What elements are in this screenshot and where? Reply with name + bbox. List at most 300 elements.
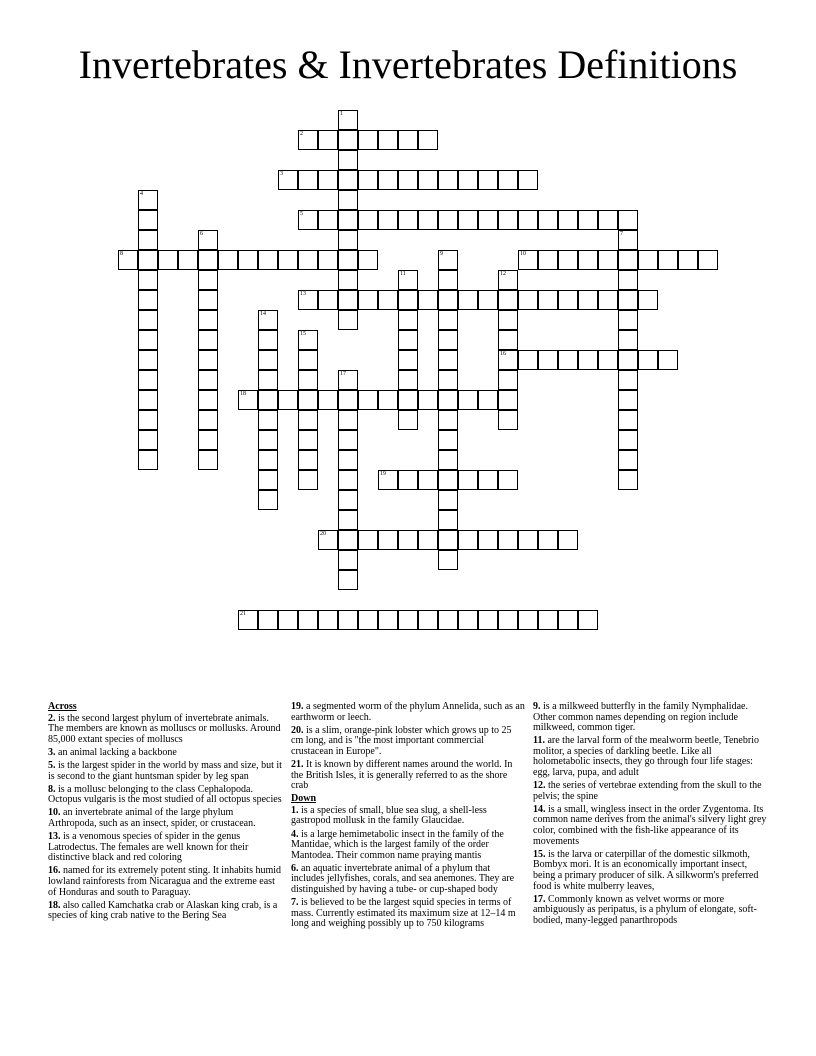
cell-number: 20: [320, 531, 326, 537]
grid-cell[interactable]: [518, 290, 538, 310]
down-clue: [291, 806, 525, 827]
grid-cell[interactable]: [298, 390, 318, 410]
grid-cell[interactable]: [298, 610, 318, 630]
grid-cell[interactable]: [498, 170, 518, 190]
grid-cell[interactable]: [398, 370, 418, 390]
grid-cell[interactable]: [438, 290, 458, 310]
grid-cell[interactable]: [398, 290, 418, 310]
clue-number: 7.: [291, 897, 299, 909]
grid-cell[interactable]: [138, 330, 158, 350]
grid-cell[interactable]: [298, 430, 318, 450]
grid-cell[interactable]: [698, 250, 718, 270]
grid-cell[interactable]: [458, 530, 478, 550]
grid-cell[interactable]: [478, 530, 498, 550]
grid-cell[interactable]: [518, 210, 538, 230]
down-heading: Down: [291, 793, 317, 805]
grid-cell[interactable]: [538, 290, 558, 310]
grid-cell[interactable]: [458, 170, 478, 190]
grid-cell[interactable]: [478, 610, 498, 630]
cell-number: 19: [380, 471, 386, 477]
grid-cell[interactable]: [438, 170, 458, 190]
grid-cell[interactable]: [638, 250, 658, 270]
grid-cell[interactable]: [558, 250, 578, 270]
grid-cell[interactable]: [378, 610, 398, 630]
grid-cell[interactable]: [458, 390, 478, 410]
grid-cell[interactable]: [338, 410, 358, 430]
grid-cell[interactable]: [578, 290, 598, 310]
grid-cell[interactable]: [118, 250, 138, 270]
grid-cell[interactable]: [238, 610, 258, 630]
grid-cell[interactable]: [398, 470, 418, 490]
clue-column-1: [48, 702, 282, 924]
grid-cell[interactable]: [318, 130, 338, 150]
grid-cell[interactable]: [398, 210, 418, 230]
grid-cell[interactable]: [478, 290, 498, 310]
grid-cell[interactable]: [558, 290, 578, 310]
grid-cell[interactable]: [398, 530, 418, 550]
grid-cell[interactable]: [138, 350, 158, 370]
clue-text: an animal lacking a backbone: [55, 746, 177, 758]
grid-cell[interactable]: [338, 390, 358, 410]
grid-cell[interactable]: [198, 250, 218, 270]
grid-cell[interactable]: [338, 550, 358, 570]
grid-cell[interactable]: [138, 310, 158, 330]
grid-cell[interactable]: [338, 210, 358, 230]
clue-text: is a milkweed butterfly in the family Nymphalidae. Other common names depending on region include milkweed, common tiger.: [533, 701, 748, 734]
across-clue: [291, 702, 525, 723]
grid-cell[interactable]: [338, 610, 358, 630]
cell-number: 4: [140, 191, 143, 197]
clue-text: is a mollusc belonging to the class Cephalopoda. Octopus vulgaris is the most studied of all octopus species: [48, 783, 282, 806]
grid-cell[interactable]: [138, 370, 158, 390]
down-clue: [291, 830, 525, 862]
grid-cell[interactable]: [398, 350, 418, 370]
grid-cell[interactable]: [258, 410, 278, 430]
cell-number: 21: [240, 611, 246, 617]
grid-cell[interactable]: [418, 530, 438, 550]
grid-cell[interactable]: [618, 410, 638, 430]
grid-cell[interactable]: [438, 330, 458, 350]
cell-number: 16: [500, 351, 506, 357]
grid-cell[interactable]: [618, 430, 638, 450]
clue-number: 21.: [291, 758, 304, 770]
grid-cell[interactable]: [418, 130, 438, 150]
grid-cell[interactable]: [398, 390, 418, 410]
cell-number: 13: [300, 291, 306, 297]
across-clue: [48, 785, 282, 806]
grid-cell[interactable]: [438, 470, 458, 490]
grid-cell[interactable]: [458, 610, 478, 630]
grid-cell[interactable]: [338, 270, 358, 290]
down-clue: [533, 781, 767, 802]
clue-number: 8.: [48, 783, 56, 795]
grid-cell[interactable]: [618, 310, 638, 330]
clue-number: 10.: [48, 807, 61, 819]
grid-cell[interactable]: [578, 610, 598, 630]
grid-cell[interactable]: [138, 190, 158, 210]
grid-cell[interactable]: [158, 250, 178, 270]
clue-number: 5.: [48, 759, 56, 771]
grid-cell[interactable]: [398, 410, 418, 430]
grid-cell[interactable]: [518, 250, 538, 270]
clue-text: is a slim, orange-pink lobster which grows up to 25 cm long, and is "the most important commercial crustacean in Europe".: [291, 724, 512, 757]
clue-number: 14.: [533, 803, 546, 815]
grid-cell[interactable]: [278, 170, 298, 190]
grid-cell[interactable]: [618, 210, 638, 230]
grid-cell[interactable]: [318, 610, 338, 630]
grid-cell[interactable]: [198, 270, 218, 290]
cell-number: 14: [260, 311, 266, 317]
clue-number: 20.: [291, 724, 304, 736]
grid-cell[interactable]: [498, 370, 518, 390]
grid-cell[interactable]: [298, 210, 318, 230]
clue-column-2: [291, 702, 525, 932]
grid-cell[interactable]: [218, 250, 238, 270]
grid-cell[interactable]: [298, 450, 318, 470]
grid-cell[interactable]: [358, 250, 378, 270]
grid-cell[interactable]: [518, 170, 538, 190]
grid-cell[interactable]: [538, 530, 558, 550]
grid-cell[interactable]: [438, 310, 458, 330]
grid-cell[interactable]: [618, 390, 638, 410]
grid-cell[interactable]: [398, 330, 418, 350]
across-clue: [291, 760, 525, 792]
grid-cell[interactable]: [438, 530, 458, 550]
grid-cell[interactable]: [358, 530, 378, 550]
grid-cell[interactable]: [418, 290, 438, 310]
grid-cell[interactable]: [258, 470, 278, 490]
clue-text: is a small, wingless insect in the order Zygentoma. Its common name derives from the animal's silvery light grey color, combined with the fish-like appearance of its movements: [533, 803, 767, 847]
grid-cell[interactable]: [298, 410, 318, 430]
grid-cell[interactable]: [578, 250, 598, 270]
grid-cell[interactable]: [358, 290, 378, 310]
grid-cell[interactable]: [478, 470, 498, 490]
grid-cell[interactable]: [338, 370, 358, 390]
grid-cell[interactable]: [618, 330, 638, 350]
grid-cell[interactable]: [438, 610, 458, 630]
grid-cell[interactable]: [258, 390, 278, 410]
grid-cell[interactable]: [338, 230, 358, 250]
grid-cell[interactable]: [618, 350, 638, 370]
cell-number: 5: [300, 211, 303, 217]
clue-number: 15.: [533, 848, 546, 860]
grid-cell[interactable]: [618, 450, 638, 470]
grid-cell[interactable]: [338, 470, 358, 490]
grid-cell[interactable]: [198, 310, 218, 330]
grid-cell[interactable]: [618, 290, 638, 310]
grid-cell[interactable]: [198, 330, 218, 350]
grid-cell[interactable]: [538, 610, 558, 630]
grid-cell[interactable]: [358, 610, 378, 630]
grid-cell[interactable]: [438, 210, 458, 230]
grid-cell[interactable]: [498, 330, 518, 350]
across-clue: [48, 748, 282, 759]
grid-cell[interactable]: [438, 550, 458, 570]
grid-cell[interactable]: [458, 210, 478, 230]
grid-cell[interactable]: [398, 130, 418, 150]
cell-number: 18: [240, 391, 246, 397]
grid-cell[interactable]: [378, 390, 398, 410]
grid-cell[interactable]: [338, 250, 358, 270]
grid-cell[interactable]: [498, 530, 518, 550]
grid-cell[interactable]: [518, 350, 538, 370]
grid-cell[interactable]: [658, 250, 678, 270]
clue-text: It is known by different names around the world. In the British Isles, it is generally referred to as the shore crab: [291, 758, 513, 792]
grid-cell[interactable]: [338, 430, 358, 450]
grid-cell[interactable]: [238, 390, 258, 410]
clue-text: an aquatic invertebrate animal of a phylum that includes jellyfishes, corals, and sea anemones. They are distinguished by having a tube- or cup-shaped body: [291, 862, 515, 895]
grid-cell[interactable]: [238, 250, 258, 270]
grid-cell[interactable]: [378, 470, 398, 490]
grid-cell[interactable]: [338, 190, 358, 210]
down-clue: [533, 850, 767, 892]
cell-number: 6: [200, 231, 203, 237]
grid-cell[interactable]: [438, 490, 458, 510]
grid-cell[interactable]: [518, 610, 538, 630]
grid-cell[interactable]: [338, 570, 358, 590]
clue-text: is the largest spider in the world by mass and size, but it is second to the giant huntsman spider by leg span: [48, 759, 282, 782]
grid-cell[interactable]: [558, 530, 578, 550]
grid-cell[interactable]: [358, 170, 378, 190]
grid-cell[interactable]: [538, 250, 558, 270]
grid-cell[interactable]: [678, 250, 698, 270]
grid-cell[interactable]: [598, 250, 618, 270]
grid-cell[interactable]: [598, 210, 618, 230]
clue-number: 9.: [533, 701, 541, 712]
grid-cell[interactable]: [538, 210, 558, 230]
clue-text: named for its extremely potent sting. It inhabits humid lowland rainforests from Nicaragua and the extreme east of Honduras and south to Paraguay.: [48, 865, 282, 898]
cell-number: 15: [300, 331, 306, 337]
across-clue: [48, 761, 282, 782]
grid-cell[interactable]: [258, 370, 278, 390]
grid-cell[interactable]: [138, 410, 158, 430]
clue-number: 17.: [533, 893, 546, 905]
grid-cell[interactable]: [398, 270, 418, 290]
grid-cell[interactable]: [198, 430, 218, 450]
grid-cell[interactable]: [258, 450, 278, 470]
down-clue: [533, 895, 767, 927]
grid-cell[interactable]: [478, 390, 498, 410]
clue-number: 19.: [291, 701, 304, 712]
grid-cell[interactable]: [258, 310, 278, 330]
grid-cell[interactable]: [198, 350, 218, 370]
grid-cell[interactable]: [338, 130, 358, 150]
grid-cell[interactable]: [638, 350, 658, 370]
clue-text: is the second largest phylum of invertebrate animals. The members are known as molluscs or mollusks. Around 85,000 extant species of molluscs: [48, 712, 281, 745]
clue-text: are the larval form of the mealworm beetle, Tenebrio molitor, a species of darkling beetle. Like all holometabolic insects, they go through four life stages: egg, larva, pupa, and adult: [533, 735, 759, 779]
grid-cell[interactable]: [258, 430, 278, 450]
grid-cell[interactable]: [538, 350, 558, 370]
grid-cell[interactable]: [498, 290, 518, 310]
grid-cell[interactable]: [498, 610, 518, 630]
grid-cell[interactable]: [438, 410, 458, 430]
grid-cell[interactable]: [498, 410, 518, 430]
grid-cell[interactable]: [138, 270, 158, 290]
clue-text: also called Kamchatka crab or Alaskan king crab, is a species of king crab native to the Bering Sea: [48, 899, 278, 922]
grid-cell[interactable]: [298, 290, 318, 310]
clue-number: 3.: [48, 746, 56, 758]
grid-cell[interactable]: [358, 390, 378, 410]
clue-number: 12.: [533, 780, 546, 792]
grid-cell[interactable]: [618, 250, 638, 270]
clue-text: is believed to be the largest squid species in terms of mass. Currently estimated its maximum size at 12–14 m long and weighing possibly up to 750 kilograms: [291, 897, 516, 930]
grid-cell[interactable]: [318, 530, 338, 550]
grid-cell[interactable]: [458, 290, 478, 310]
across-clue: [291, 726, 525, 758]
clue-number: 18.: [48, 899, 61, 911]
grid-cell[interactable]: [138, 250, 158, 270]
grid-cell[interactable]: [458, 470, 478, 490]
grid-cell[interactable]: [358, 130, 378, 150]
grid-cell[interactable]: [618, 370, 638, 390]
clue-number: 13.: [48, 831, 61, 843]
grid-cell[interactable]: [298, 470, 318, 490]
grid-cell[interactable]: [198, 390, 218, 410]
clue-text: is a large hemimetabolic insect in the family of the Mantidae, which is the largest family of the order Mantodea. Their common name praying mantis: [291, 828, 504, 861]
grid-cell[interactable]: [418, 390, 438, 410]
grid-cell[interactable]: [558, 210, 578, 230]
grid-cell[interactable]: [138, 450, 158, 470]
grid-cell[interactable]: [338, 310, 358, 330]
grid-cell[interactable]: [398, 610, 418, 630]
grid-cell[interactable]: [198, 370, 218, 390]
clue-text: an invertebrate animal of the large phylum Arthropoda, such as an insect, spider, or crustacean.: [48, 807, 256, 829]
grid-cell[interactable]: [598, 350, 618, 370]
grid-cell[interactable]: [438, 350, 458, 370]
grid-cell[interactable]: [398, 170, 418, 190]
clue-text: is the larva or caterpillar of the domestic silkmoth, Bombyx mori. It is an economically important insect, being a primary producer of silk. A silkworm's preferred food is white mulberry leaves,: [533, 848, 759, 892]
grid-cell[interactable]: [198, 450, 218, 470]
grid-cell[interactable]: [418, 170, 438, 190]
grid-cell[interactable]: [358, 210, 378, 230]
grid-cell[interactable]: [298, 370, 318, 390]
grid-cell[interactable]: [558, 610, 578, 630]
clue-number: 2.: [48, 712, 56, 724]
grid-cell[interactable]: [618, 270, 638, 290]
grid-cell[interactable]: [138, 210, 158, 230]
across-clue: [48, 866, 282, 898]
grid-cell[interactable]: [378, 130, 398, 150]
grid-cell[interactable]: [338, 150, 358, 170]
grid-cell[interactable]: [298, 170, 318, 190]
grid-cell[interactable]: [578, 210, 598, 230]
grid-cell[interactable]: [318, 210, 338, 230]
grid-cell[interactable]: [138, 290, 158, 310]
grid-cell[interactable]: [258, 330, 278, 350]
grid-cell[interactable]: [298, 330, 318, 350]
cell-number: 10: [520, 251, 526, 257]
grid-cell[interactable]: [298, 130, 318, 150]
cell-number: 3: [280, 171, 283, 177]
grid-cell[interactable]: [438, 510, 458, 530]
grid-cell[interactable]: [138, 230, 158, 250]
grid-cell[interactable]: [418, 470, 438, 490]
grid-cell[interactable]: [518, 530, 538, 550]
grid-cell[interactable]: [438, 270, 458, 290]
grid-cell[interactable]: [618, 470, 638, 490]
clue-number: 1.: [291, 804, 299, 816]
grid-cell[interactable]: [318, 250, 338, 270]
grid-cell[interactable]: [418, 610, 438, 630]
grid-cell[interactable]: [418, 210, 438, 230]
grid-cell[interactable]: [578, 350, 598, 370]
grid-cell[interactable]: [258, 490, 278, 510]
grid-cell[interactable]: [258, 250, 278, 270]
grid-cell[interactable]: [658, 350, 678, 370]
grid-cell[interactable]: [298, 250, 318, 270]
grid-cell[interactable]: [498, 270, 518, 290]
grid-cell[interactable]: [438, 250, 458, 270]
grid-cell[interactable]: [618, 230, 638, 250]
grid-cell[interactable]: [338, 450, 358, 470]
across-clue: [48, 714, 282, 746]
grid-cell[interactable]: [178, 250, 198, 270]
grid-cell[interactable]: [438, 450, 458, 470]
grid-cell[interactable]: [318, 290, 338, 310]
grid-cell[interactable]: [558, 350, 578, 370]
grid-cell[interactable]: [438, 430, 458, 450]
grid-cell[interactable]: [398, 310, 418, 330]
grid-cell[interactable]: [138, 390, 158, 410]
grid-cell[interactable]: [138, 430, 158, 450]
grid-cell[interactable]: [378, 290, 398, 310]
grid-cell[interactable]: [278, 390, 298, 410]
clue-text: is a venomous species of spider in the genus Latrodectus. The females are well known for their distinctive black and red coloring: [48, 831, 249, 864]
clue-column-3: [533, 702, 767, 929]
cell-number: 2: [300, 131, 303, 137]
grid-cell[interactable]: [338, 170, 358, 190]
grid-cell[interactable]: [598, 290, 618, 310]
grid-cell[interactable]: [338, 490, 358, 510]
grid-cell[interactable]: [438, 390, 458, 410]
grid-cell[interactable]: [378, 530, 398, 550]
grid-cell[interactable]: [278, 610, 298, 630]
grid-cell[interactable]: [498, 350, 518, 370]
grid-cell[interactable]: [198, 410, 218, 430]
grid-cell[interactable]: [258, 350, 278, 370]
clue-number: 11.: [533, 735, 545, 747]
grid-cell[interactable]: [338, 510, 358, 530]
grid-cell[interactable]: [638, 290, 658, 310]
clue-text: the series of vertebrae extending from the skull to the pelvis; the spine: [533, 780, 762, 802]
grid-cell[interactable]: [438, 370, 458, 390]
grid-cell[interactable]: [318, 170, 338, 190]
grid-cell[interactable]: [498, 310, 518, 330]
cell-number: 1: [340, 111, 343, 117]
clue-number: 6.: [291, 862, 299, 874]
grid-cell[interactable]: [498, 210, 518, 230]
grid-cell[interactable]: [378, 170, 398, 190]
grid-cell[interactable]: [338, 110, 358, 130]
grid-cell[interactable]: [378, 210, 398, 230]
grid-cell[interactable]: [318, 390, 338, 410]
down-clue: [533, 702, 767, 734]
grid-cell[interactable]: [498, 390, 518, 410]
across-clue: [48, 832, 282, 864]
grid-cell[interactable]: [498, 470, 518, 490]
grid-cell[interactable]: [258, 610, 278, 630]
grid-cell[interactable]: [338, 530, 358, 550]
grid-cell[interactable]: [198, 230, 218, 250]
grid-cell[interactable]: [278, 250, 298, 270]
down-clue: [291, 898, 525, 930]
cell-number: 9: [440, 251, 443, 257]
grid-cell[interactable]: [338, 290, 358, 310]
grid-cell[interactable]: [478, 170, 498, 190]
grid-cell[interactable]: [478, 210, 498, 230]
grid-cell[interactable]: [198, 290, 218, 310]
grid-cell[interactable]: [298, 350, 318, 370]
